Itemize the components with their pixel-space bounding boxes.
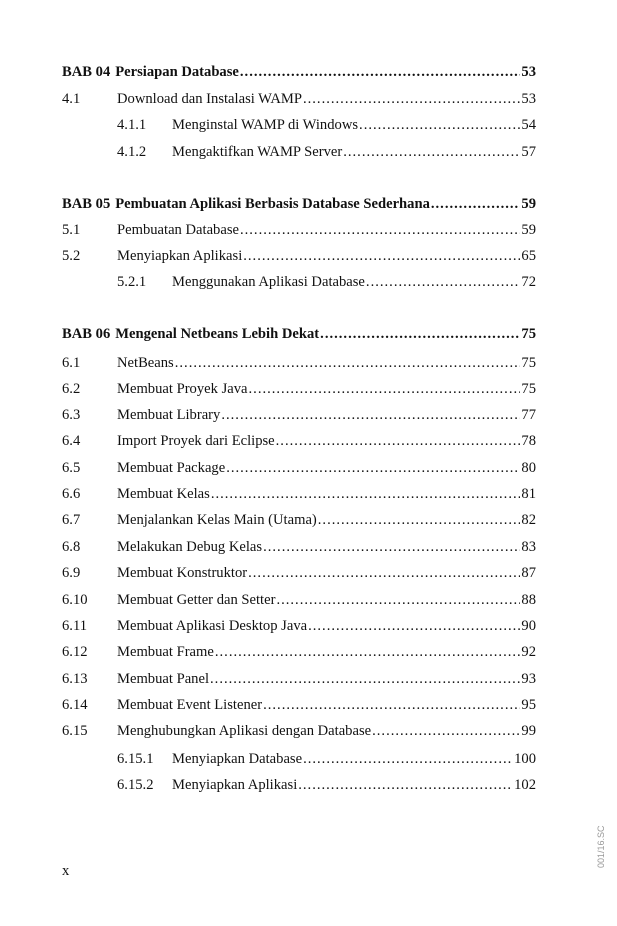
toc-subsection-entry	[62, 114, 536, 136]
toc-leader-dots	[221, 404, 520, 426]
toc-section-entry	[62, 668, 536, 690]
toc-entry-page: 92	[521, 644, 536, 660]
toc-entry-page: 65	[521, 248, 536, 264]
toc-leader-dots	[243, 245, 520, 267]
toc-entry-page: 59	[521, 222, 536, 238]
toc-entry-title: Membuat Event Listener	[117, 697, 263, 713]
toc-entry-number: 6.10	[62, 592, 88, 608]
toc-entry-number: BAB 05	[62, 196, 111, 212]
toc-entry-page: 90	[521, 618, 536, 634]
toc-leader-dots	[276, 430, 521, 452]
toc-entry-title: Membuat Proyek Java	[117, 381, 248, 397]
toc-entry-title: Menghubungkan Aplikasi dengan Database	[117, 723, 372, 739]
toc-entry-number: 6.9	[62, 565, 81, 581]
toc-entry-title: Melakukan Debug Kelas	[117, 539, 263, 555]
toc-leader-dots	[303, 88, 520, 110]
document-id: 001/16.SC	[596, 825, 606, 868]
toc-entry-page: 75	[521, 326, 536, 342]
toc-section-entry	[62, 88, 536, 110]
toc-leader-dots	[303, 748, 513, 770]
toc-entry-number: 6.8	[62, 539, 81, 555]
toc-section-entry	[62, 509, 536, 531]
toc-leader-dots	[248, 562, 520, 584]
toc-entry-title: Menjalankan Kelas Main (Utama)	[117, 512, 317, 528]
toc-leader-dots	[240, 219, 520, 241]
toc-leader-dots	[308, 615, 520, 637]
toc-subsection-entry	[62, 774, 536, 796]
toc-leader-dots	[211, 483, 521, 505]
toc-entry-number: 4.1	[62, 91, 81, 107]
toc-chapter-entry	[62, 323, 536, 345]
toc-subsection-entry	[62, 748, 536, 770]
toc-entry-number: BAB 04	[62, 64, 111, 80]
toc-entry-title: Menginstal WAMP di Windows	[172, 117, 359, 133]
toc-entry-page: 100	[514, 751, 536, 767]
toc-section-entry	[62, 352, 536, 374]
toc-entry-title: Menyiapkan Aplikasi	[172, 777, 298, 793]
toc-section-entry	[62, 483, 536, 505]
toc-leader-dots	[359, 114, 520, 136]
toc-entry-page: 102	[514, 777, 536, 793]
toc-entry-page: 81	[521, 486, 536, 502]
toc-entry-title: Menggunakan Aplikasi Database	[172, 274, 365, 290]
toc-entry-number: 4.1.1	[117, 117, 147, 133]
toc-section-entry	[62, 457, 536, 479]
toc-entry-title: Membuat Konstruktor	[117, 565, 248, 581]
toc-entry-page: 99	[521, 723, 536, 739]
toc-chapter-entry	[62, 61, 536, 83]
toc-leader-dots	[366, 271, 520, 293]
toc-entry-page: 87	[521, 565, 536, 581]
toc-section-entry	[62, 404, 536, 426]
toc-entry-title: Membuat Getter dan Setter	[117, 592, 276, 608]
toc-subsection-entry	[62, 141, 536, 163]
toc-entry-title: Membuat Library	[117, 407, 221, 423]
toc-entry-page: 75	[521, 355, 536, 371]
toc-entry-title: Membuat Kelas	[117, 486, 210, 502]
toc-entry-title: Membuat Panel	[117, 671, 210, 687]
toc-entry-page: 88	[521, 592, 536, 608]
toc-leader-dots	[240, 61, 521, 83]
toc-leader-dots	[263, 536, 520, 558]
toc-entry-page: 80	[521, 460, 536, 476]
toc-entry-number: 6.15.2	[117, 777, 154, 793]
toc-entry-number: 6.6	[62, 486, 81, 502]
toc-leader-dots	[298, 774, 513, 796]
toc-entry-page: 72	[521, 274, 536, 290]
toc-section-entry	[62, 694, 536, 716]
toc-entry-number: BAB 06	[62, 326, 111, 342]
toc-entry-number: 6.15.1	[117, 751, 154, 767]
toc-entry-page: 75	[521, 381, 536, 397]
toc-entry-title: Persiapan Database	[115, 64, 239, 80]
toc-leader-dots	[263, 694, 520, 716]
toc-entry-number: 6.7	[62, 512, 81, 528]
toc-section-entry	[62, 219, 536, 241]
toc-entry-number: 6.2	[62, 381, 81, 397]
toc-leader-dots	[249, 378, 521, 400]
toc-leader-dots	[318, 509, 521, 531]
toc-entry-page: 54	[521, 117, 536, 133]
toc-entry-number: 6.4	[62, 433, 81, 449]
toc-section-entry	[62, 536, 536, 558]
toc-entry-page: 83	[521, 539, 536, 555]
toc-entry-title: Import Proyek dari Eclipse	[117, 433, 275, 449]
toc-entry-number: 6.14	[62, 697, 88, 713]
toc-section-entry	[62, 615, 536, 637]
toc-entry-title: NetBeans	[117, 355, 174, 371]
toc-leader-dots	[276, 589, 520, 611]
toc-section-entry	[62, 589, 536, 611]
toc-entry-title: Pembuatan Database	[117, 222, 239, 238]
toc-entry-number: 6.3	[62, 407, 81, 423]
toc-chapter-entry	[62, 193, 536, 215]
toc-entry-page: 53	[521, 64, 536, 80]
toc-section-entry	[62, 378, 536, 400]
toc-entry-title: Membuat Package	[117, 460, 226, 476]
toc-entry-number: 5.2.1	[117, 274, 147, 290]
toc-entry-title: Download dan Instalasi WAMP	[117, 91, 302, 107]
page-number: x	[62, 863, 70, 879]
toc-section-entry	[62, 562, 536, 584]
toc-entry-page: 78	[521, 433, 536, 449]
toc-leader-dots	[431, 193, 521, 215]
toc-entry-number: 4.1.2	[117, 144, 147, 160]
toc-leader-dots	[175, 352, 521, 374]
toc-section-entry	[62, 641, 536, 663]
toc-section-entry	[62, 720, 536, 742]
toc-entry-title: Membuat Frame	[117, 644, 214, 660]
toc-subsection-entry	[62, 271, 536, 293]
toc-section-entry	[62, 245, 536, 267]
toc-entry-page: 77	[521, 407, 536, 423]
toc-entry-number: 6.15	[62, 723, 88, 739]
toc-entry-title: Membuat Aplikasi Desktop Java	[117, 618, 308, 634]
toc-entry-page: 57	[521, 144, 536, 160]
toc-leader-dots	[343, 141, 520, 163]
toc-entry-title: Menyiapkan Database	[172, 751, 303, 767]
toc-entry-number: 5.1	[62, 222, 81, 238]
toc-leader-dots	[226, 457, 520, 479]
toc-entry-page: 59	[521, 196, 536, 212]
toc-entry-number: 6.12	[62, 644, 88, 660]
toc-leader-dots	[320, 323, 520, 345]
toc-entry-title: Menyiapkan Aplikasi	[117, 248, 243, 264]
toc-section-entry	[62, 430, 536, 452]
toc-entry-page: 53	[521, 91, 536, 107]
toc-leader-dots	[210, 668, 520, 690]
toc-entry-title: Pembuatan Aplikasi Berbasis Database Sederhana	[115, 196, 430, 212]
toc-entry-number: 6.13	[62, 671, 88, 687]
toc-entry-number: 6.5	[62, 460, 81, 476]
toc-entry-number: 6.11	[62, 618, 87, 634]
toc-entry-number: 6.1	[62, 355, 81, 371]
toc-entry-number: 5.2	[62, 248, 81, 264]
toc-entry-page: 93	[521, 671, 536, 687]
toc-entry-page: 95	[521, 697, 536, 713]
toc-leader-dots	[215, 641, 521, 663]
toc-entry-title: Mengaktifkan WAMP Server	[172, 144, 343, 160]
toc-entry-title: Mengenal Netbeans Lebih Dekat	[115, 326, 320, 342]
toc-entry-page: 82	[521, 512, 536, 528]
toc-leader-dots	[372, 720, 520, 742]
